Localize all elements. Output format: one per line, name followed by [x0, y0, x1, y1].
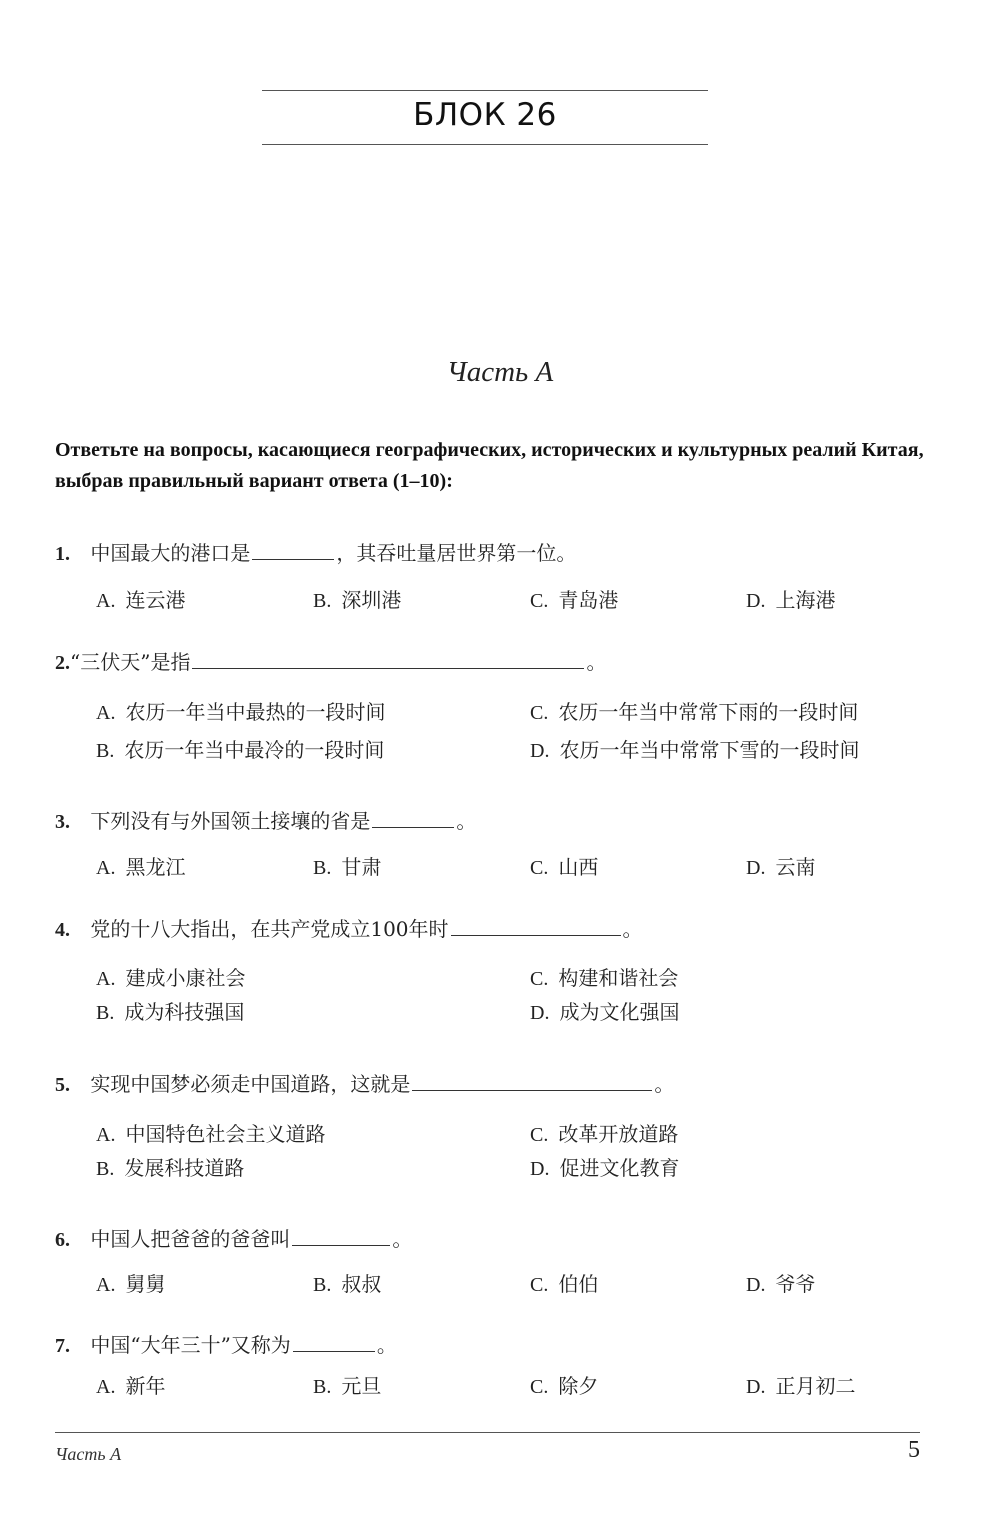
- option-1b: B. 深圳港: [313, 588, 402, 612]
- option-5d: D. 促进文化教育: [530, 1156, 680, 1180]
- question-text-end: 。: [622, 917, 643, 941]
- footer-rule: [55, 1432, 920, 1433]
- question-3: [55, 805, 476, 834]
- option-2b: B. 农历一年当中最冷的一段时间: [96, 738, 385, 762]
- question-number: 7.: [55, 1335, 70, 1357]
- option-4d: D. 成为文化强国: [530, 1000, 680, 1024]
- answer-blank: [451, 916, 621, 936]
- answer-blank: [192, 649, 584, 669]
- question-text: 下列没有与外国领土接壤的省是: [90, 809, 371, 833]
- answer-blank: [293, 1332, 375, 1352]
- question-7: [55, 1329, 397, 1358]
- answer-blank: [252, 540, 334, 560]
- question-4: [55, 913, 643, 942]
- option-2a: A. 农历一年当中最热的一段时间: [96, 700, 386, 724]
- option-2d: D. 农历一年当中常常下雪的一段时间: [530, 738, 860, 762]
- option-2c: C. 农历一年当中常常下雨的一段时间: [530, 700, 859, 724]
- question-text: 中国人把爸爸的爸爸叫: [90, 1227, 291, 1251]
- option-6a: A. 舅舅: [96, 1272, 166, 1296]
- option-6d: D. 爷爷: [746, 1272, 816, 1296]
- part-title: Часть А: [446, 356, 554, 388]
- option-7a: A. 新年: [96, 1374, 166, 1398]
- question-text: “三伏天”是指: [70, 650, 191, 674]
- option-5c: C. 改革开放道路: [530, 1122, 679, 1146]
- question-text: 中国“大年三十”又称为: [90, 1333, 291, 1357]
- question-6: [55, 1223, 412, 1252]
- answer-blank: [372, 808, 454, 828]
- block-title: БЛОК 26: [413, 97, 557, 133]
- answer-blank: [412, 1071, 652, 1091]
- question-2: [55, 646, 606, 675]
- question-text-end: 。: [376, 1333, 397, 1357]
- option-1d: D. 上海港: [746, 588, 836, 612]
- option-7d: D. 正月初二: [746, 1374, 856, 1398]
- page-number: 5: [908, 1437, 920, 1463]
- question-number: 3.: [55, 811, 70, 833]
- question-1: [55, 537, 576, 566]
- option-4c: C. 构建和谐社会: [530, 966, 679, 990]
- option-6b: B. 叔叔: [313, 1272, 382, 1296]
- answer-blank: [292, 1226, 390, 1246]
- footer-section-label: Часть А: [55, 1444, 122, 1464]
- question-text-end: ，其吞吐量居世界第一位。: [336, 541, 577, 565]
- question-text-end: 。: [456, 809, 477, 833]
- title-bottom-rule: [262, 144, 708, 145]
- question-number: 1.: [55, 543, 70, 565]
- question-text: 党的十八大指出，在共产党成立100年时: [90, 917, 449, 941]
- instruction-text: Ответьте на вопросы, касающиеся географических, исторических и культурных реалий Китая, выбрав правильный вариант ответа (1–10):: [55, 439, 924, 492]
- question-number: 4.: [55, 919, 70, 941]
- option-3a: A. 黑龙江: [96, 855, 186, 879]
- option-4b: B. 成为科技强国: [96, 1000, 245, 1024]
- option-7b: B. 元旦: [313, 1374, 382, 1398]
- question-number: 5.: [55, 1074, 70, 1096]
- option-3d: D. 云南: [746, 855, 816, 879]
- question-text-end: 。: [392, 1227, 413, 1251]
- option-3c: C. 山西: [530, 855, 599, 879]
- question-5: [55, 1068, 674, 1097]
- option-1c: C. 青岛港: [530, 588, 619, 612]
- question-number: 2.: [55, 652, 70, 674]
- option-7c: C. 除夕: [530, 1374, 599, 1398]
- question-number: 6.: [55, 1229, 70, 1251]
- option-6c: C. 伯伯: [530, 1272, 599, 1296]
- question-text-end: 。: [586, 650, 607, 674]
- question-text: 中国最大的港口是: [90, 541, 251, 565]
- option-5a: A. 中国特色社会主义道路: [96, 1122, 326, 1146]
- option-1a: A. 连云港: [96, 588, 186, 612]
- question-text-end: 。: [654, 1072, 675, 1096]
- question-text: 实现中国梦必须走中国道路，这就是: [90, 1072, 411, 1096]
- title-top-rule: [262, 90, 708, 91]
- option-3b: B. 甘肃: [313, 855, 382, 879]
- option-4a: A. 建成小康社会: [96, 966, 246, 990]
- option-5b: B. 发展科技道路: [96, 1156, 245, 1180]
